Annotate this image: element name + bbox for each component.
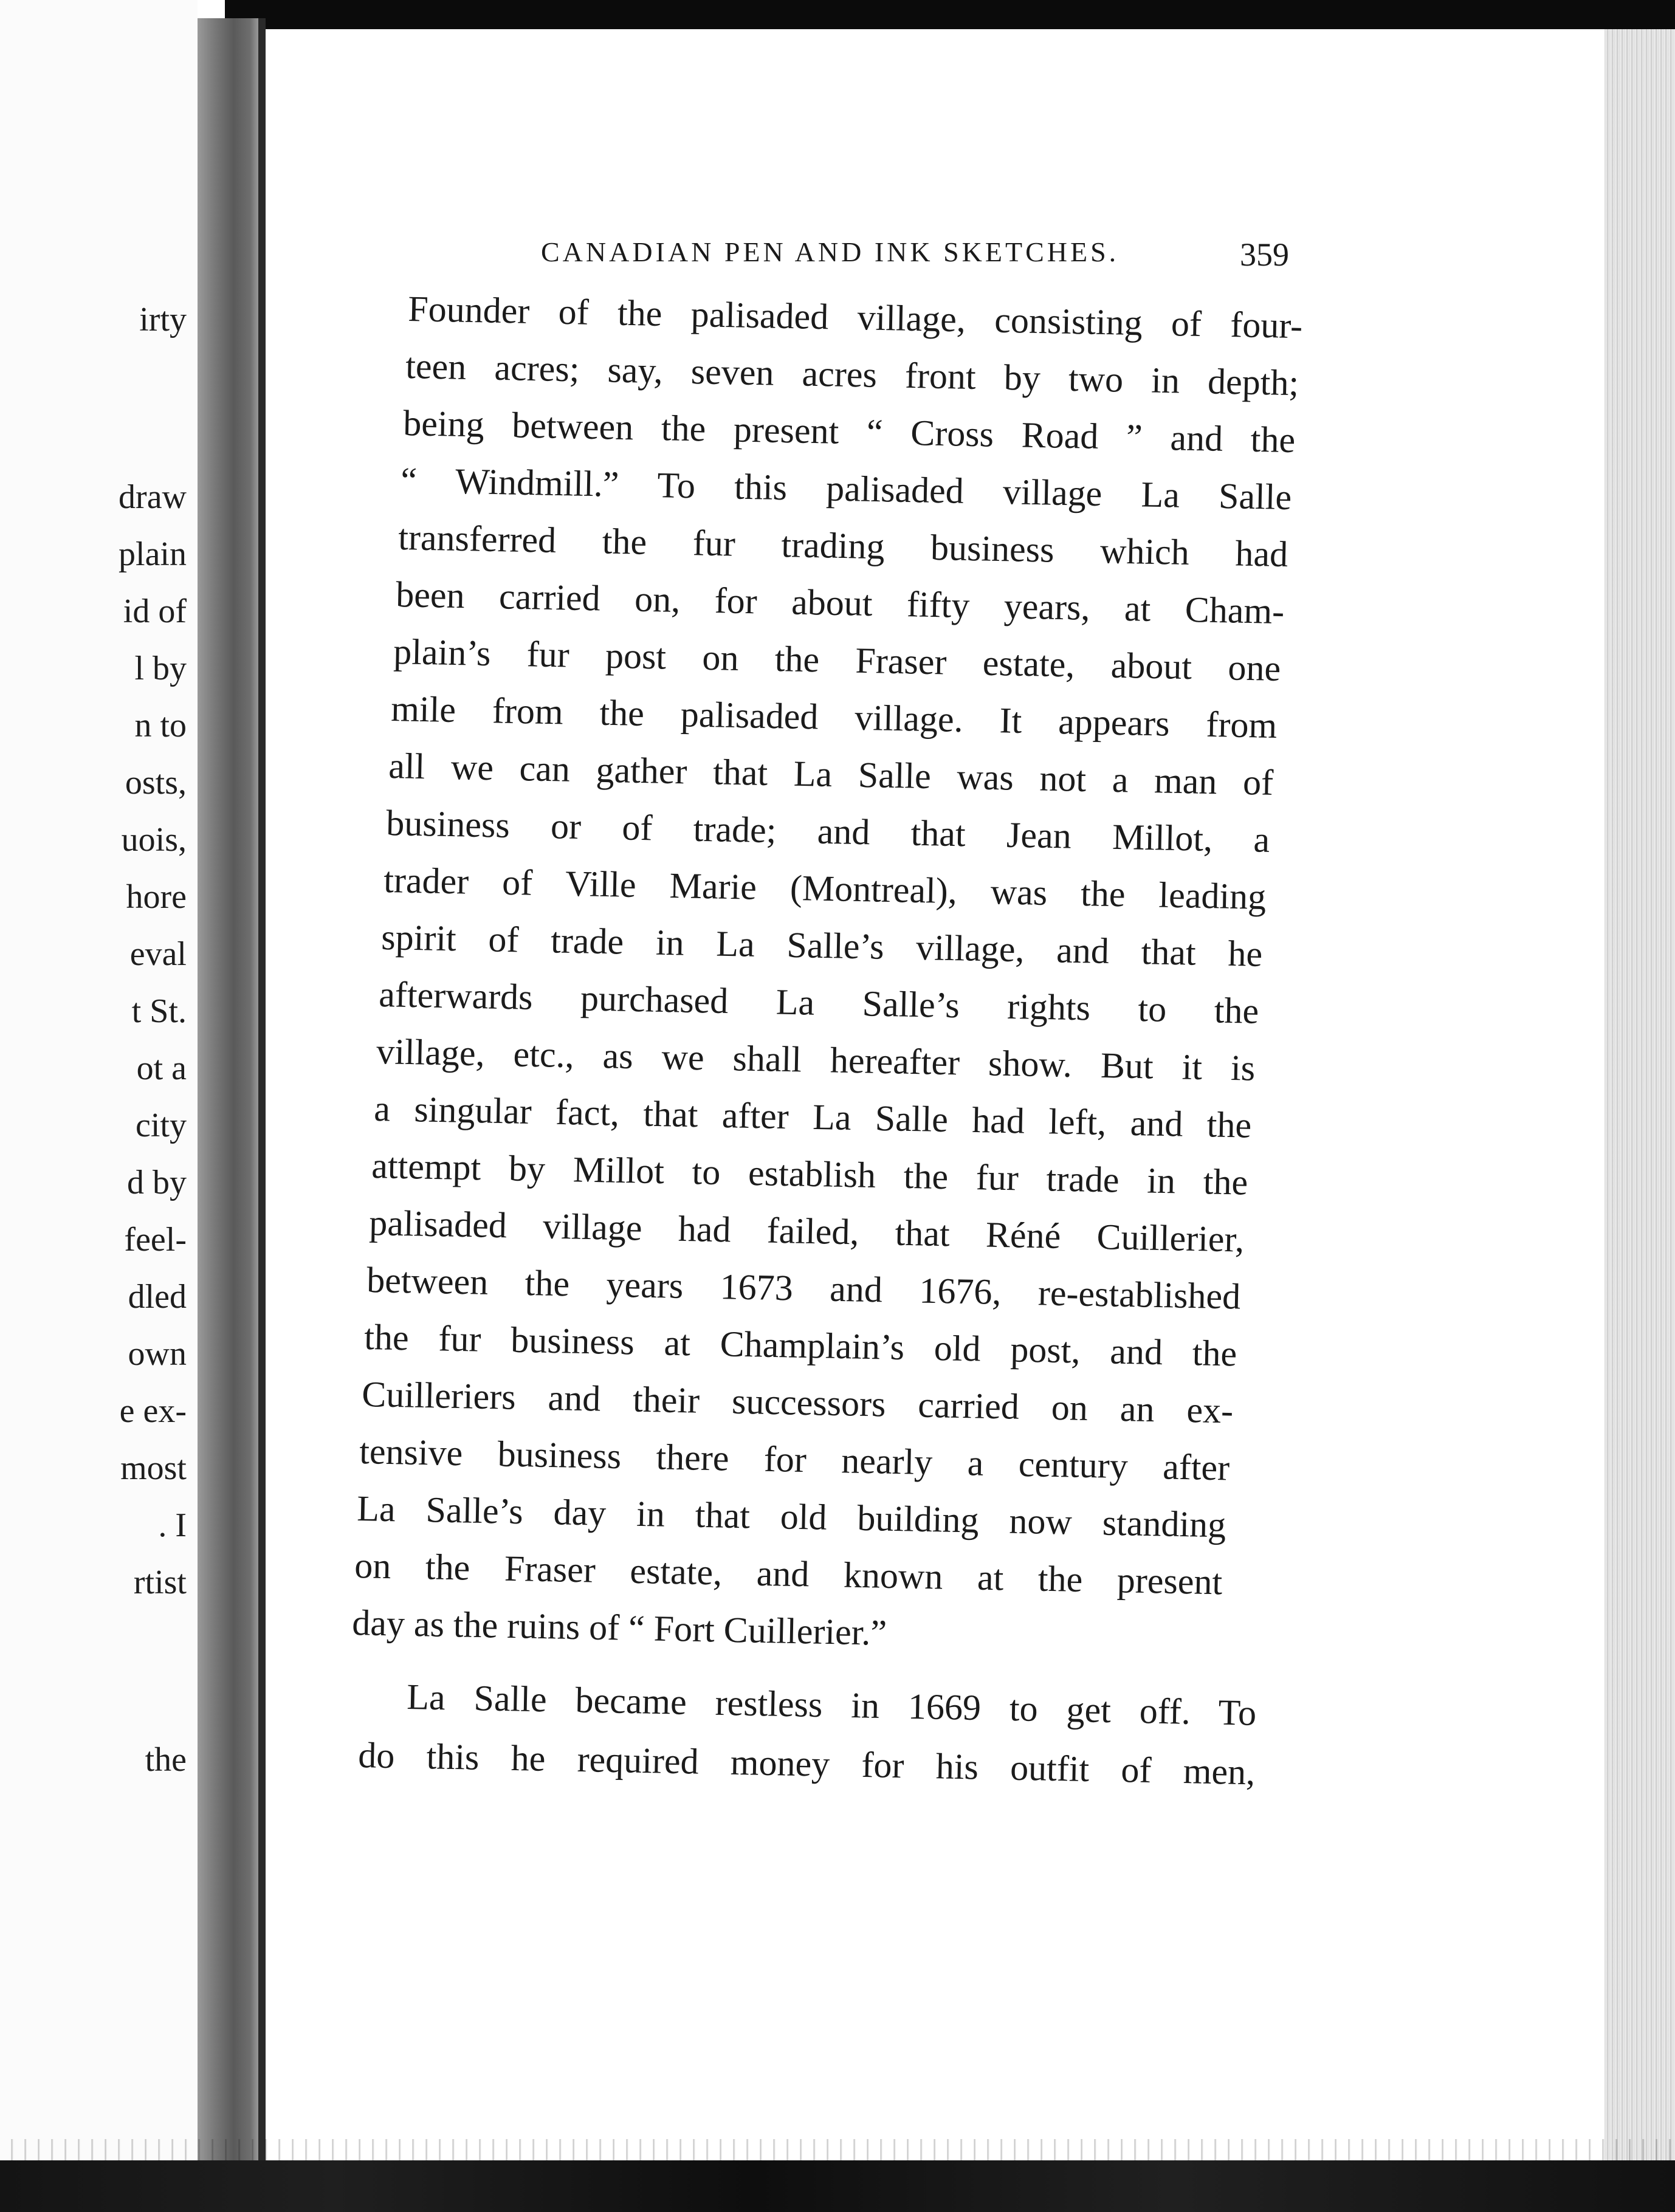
body-line: tensive business there for nearly a century after — [359, 1431, 1230, 1488]
body-line: attempt by Millot to establish the fur trade in the — [371, 1146, 1248, 1203]
body-line: transferred the fur trading business which had — [397, 517, 1288, 575]
scan-top-border — [225, 0, 1675, 29]
body-line: trader of Ville Marie (Montreal), was the leading — [383, 860, 1267, 917]
body-line: been carried on, for about fifty years, at Cham- — [395, 574, 1285, 632]
left-page-line: plain — [119, 535, 187, 573]
body-line: business or of trade; and that Jean Millot, a — [385, 803, 1270, 860]
page-number: 359 — [1240, 236, 1289, 273]
left-page-line: city — [136, 1107, 187, 1144]
left-page-line: rtist — [133, 1564, 187, 1601]
left-page-line: t St. — [131, 992, 187, 1030]
left-page-line: own — [128, 1335, 187, 1373]
running-head: CANADIAN PEN AND INK SKETCHES. — [541, 236, 1120, 267]
left-page-line: uois, — [121, 821, 187, 859]
left-page-line: draw — [119, 478, 187, 516]
left-page-line: dled — [128, 1278, 187, 1316]
page-edge-shadow — [258, 18, 266, 2160]
left-facing-page — [0, 0, 198, 2160]
body-line: all we can gather that La Salle was not a man of — [388, 746, 1274, 803]
left-page-line: id of — [123, 592, 187, 630]
left-page-line: the — [145, 1741, 187, 1779]
scan-bottom-speckle — [0, 2139, 1675, 2163]
left-page-line: . I — [158, 1506, 187, 1544]
left-page-line: d by — [127, 1164, 187, 1201]
body-line: being between the present “ Cross Road ” and the — [402, 403, 1296, 461]
body-line: the fur business at Champlain’s old post, and the — [363, 1317, 1237, 1374]
body-line: do this he required money for his outfit of men, — [357, 1735, 1256, 1793]
scan-bottom-border — [0, 2160, 1675, 2212]
left-page-line: e ex- — [119, 1392, 187, 1430]
body-line: mile from the palisaded village. It appears from — [390, 689, 1278, 746]
left-page-line: irty — [139, 301, 187, 338]
body-line: village, etc., as we shall hereafter show. But it is — [376, 1031, 1256, 1088]
body-line-paragraph-end: day as the ruins of “ Fort Cuillerier.” — [351, 1602, 887, 1653]
body-line: a singular fact, that after La Salle had left, and the — [373, 1088, 1252, 1146]
body-line: palisaded village had failed, that Réné Cuillerier, — [368, 1203, 1245, 1260]
book-gutter-shadow — [198, 18, 263, 2160]
body-line: La Salle’s day in that old building now standing — [356, 1488, 1226, 1545]
left-page-line: l by — [134, 650, 187, 687]
body-line: Cuilleriers and their successors carried on an ex- — [361, 1374, 1234, 1431]
body-line: between the years 1673 and 1676, re-established — [366, 1260, 1241, 1317]
left-page-line: osts, — [125, 764, 187, 802]
page-stack-edge — [1604, 29, 1675, 2160]
left-page-line: feel- — [124, 1221, 187, 1259]
body-line: spirit of trade in La Salle’s village, and that he — [380, 917, 1263, 974]
left-page-line: most — [120, 1449, 187, 1487]
left-page-line: eval — [129, 935, 187, 973]
body-line-paragraph-start: La Salle became restless in 1669 to get off. To — [406, 1677, 1257, 1733]
left-page-line: hore — [126, 878, 187, 916]
body-line: Founder of the palisaded village, consisting of four- — [407, 289, 1303, 346]
left-page-line: n to — [134, 707, 187, 744]
left-page-line: ot a — [136, 1049, 187, 1087]
body-line: on the Fraser estate, and known at the present — [354, 1545, 1223, 1602]
body-line: plain’s fur post on the Fraser estate, about one — [393, 631, 1281, 689]
body-line: teen acres; say, seven acres front by two in depth; — [405, 346, 1299, 404]
body-line: afterwards purchased La Salle’s rights to the — [378, 974, 1259, 1031]
body-line: “ Windmill.” To this palisaded village La Salle — [400, 460, 1292, 518]
